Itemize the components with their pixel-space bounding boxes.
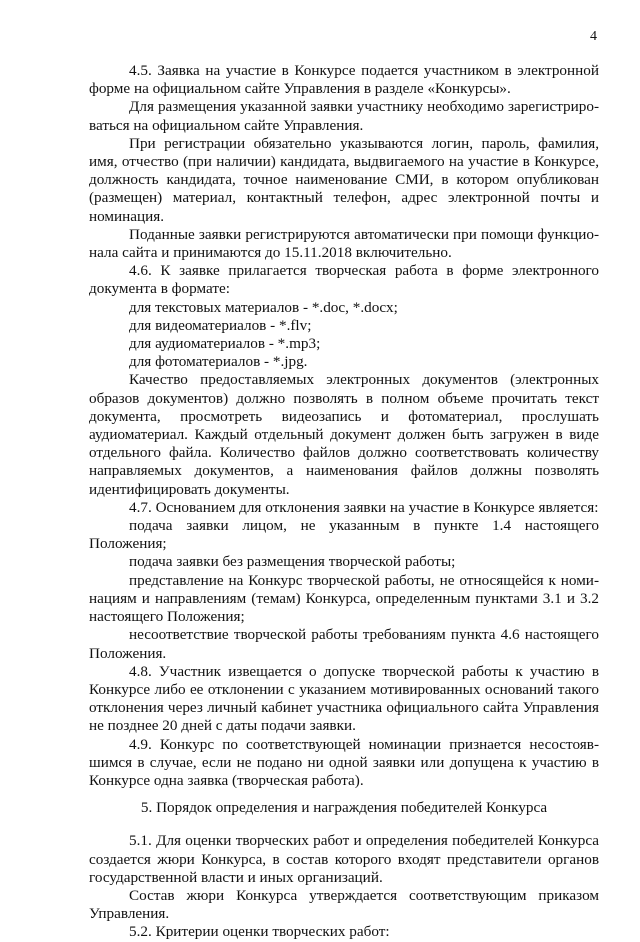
page-number: 4 [590, 29, 597, 44]
list-item: для аудиоматериалов - *.mp3; [129, 335, 321, 353]
paragraph: 5.2. Критерии оценки творческих работ: [129, 923, 390, 941]
paragraph: При регистрации обязательно указываются логин, пароль, фамилия, имя, отчество (при наличии) кандидата, выдвигаемого на участие в Конкурсе, должность кандидата, точное наименование СМИ, в котором опубликован (размещен) материал, контактный телефон, адрес электронной почты и номинация. [89, 134, 599, 225]
paragraph: 5.1. Для оценки творческих работ и определения победителей Конкурса создается жюри Конкурса, в состав которого входят представители органов государственной власти и иных организаций. [89, 832, 599, 886]
document-body [89, 62, 599, 942]
paragraph: подача заявки лицом, не указанным в пункте 1.4 настоящего Положения; [89, 517, 599, 553]
paragraph: Поданные заявки регистрируются автоматически при помощи функционала сайта и принимаются до 15.11.2018 включительно. [89, 225, 599, 262]
paragraph: подача заявки без размещения творческой работы; [129, 553, 456, 571]
paragraph: 4.5. Заявка на участие в Конкурсе подается участником в электронной форме на официальном сайте Управления в разделе «Конкурсы». [89, 62, 599, 98]
list-item: для фотоматериалов - *.jpg. [129, 353, 308, 371]
paragraph: 4.7. Основанием для отклонения заявки на участие в Конкурсе является: [129, 498, 599, 516]
paragraph: Для размещения указанной заявки участнику необходимо зарегистрироваться на официальном сайте Управления. [89, 98, 599, 134]
paragraph: несоответствие творческой работы требованиям пункта 4.6 настоящего Положения. [89, 626, 599, 662]
paragraph: Качество предоставляемых электронных документов (электронных образов документов) должно позволять в полном объеме прочитать текст документа, просмотреть видеозапись и фотоматериал, прослушать аудиоматериал. Каждый отдельный документ должен быть загружен в виде отдельного файла. Количество файлов должно соответствовать количеству направляемых документов, а наименования файлов должны позволять идентифицировать документы. [89, 371, 599, 498]
section-heading: 5. Порядок определения и награждения победителей Конкурса [140, 799, 548, 817]
paragraph: представление на Конкурс творческой работы, не относящейся к номинациям и направлениям (темам) Конкурса, определенным пунктами 3.1 и 3.2 настоящего Положения; [89, 571, 599, 626]
paragraph: 4.6. К заявке прилагается творческая работа в форме электронного документа в формате: [89, 262, 599, 298]
list-item: для текстовых материалов - *.doc, *.docx; [129, 298, 398, 316]
paragraph: 4.8. Участник извещается о допуске творческой работы к участию в Конкурсе либо ее отклонении с указанием мотивированных оснований такого отклонения через личный кабинет участника официального сайта Управления не позднее 20 дней с даты подачи заявки. [89, 662, 599, 735]
paragraph: 4.9. Конкурс по соответствующей номинации признается несостоявшимся в случае, если не подано ни одной заявки или допущена к участию в Конкурсе одна заявка (творческая работа). [89, 735, 599, 789]
paragraph: Состав жюри Конкурса утверждается соответствующим приказом Управления. [89, 886, 599, 923]
list-item: для видеоматериалов - *.flv; [129, 316, 312, 334]
